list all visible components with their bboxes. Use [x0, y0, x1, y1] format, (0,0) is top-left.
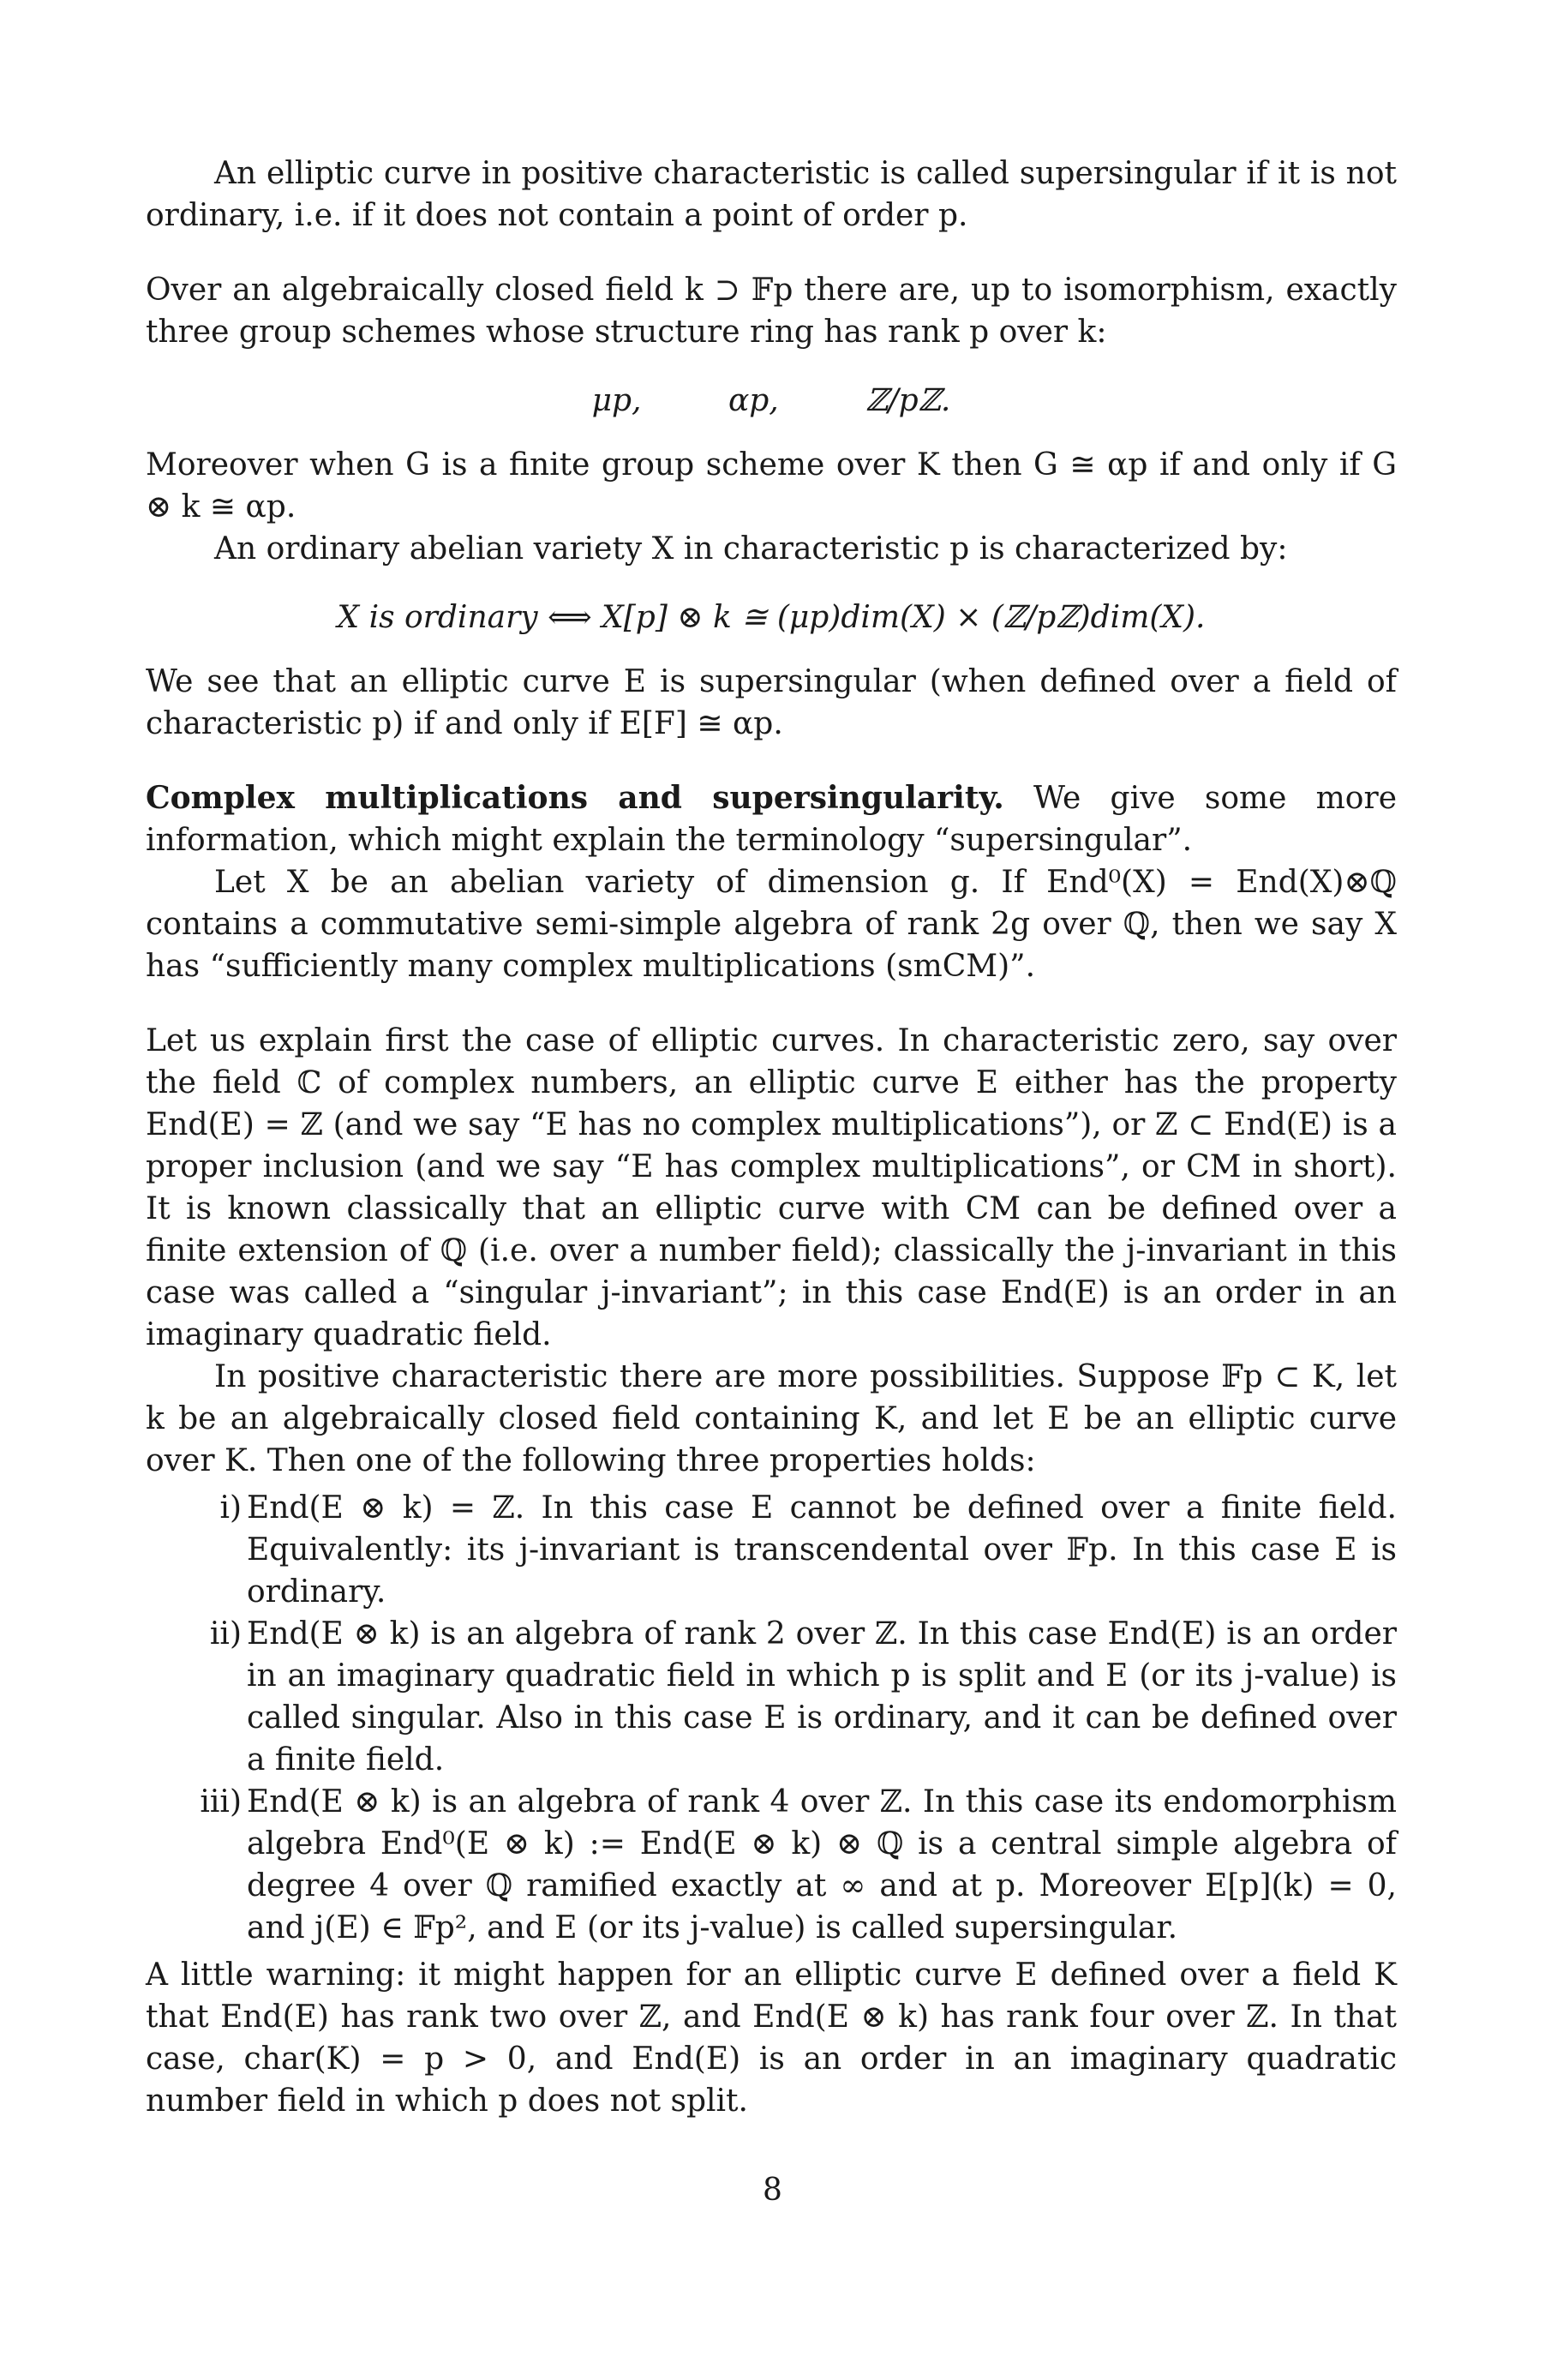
- list-marker: iii): [200, 1784, 242, 1819]
- properties-list: [146, 1487, 1397, 1949]
- page-number: 8: [763, 2173, 782, 2208]
- list-item: [219, 1487, 1397, 1613]
- list-item: [200, 1781, 1397, 1949]
- paragraph-elliptic-supersingular: We see that an elliptic curve E is supersingular (when defined over a field of characteristic p) if and only if E[F] ≅ αp.: [146, 664, 1397, 741]
- section-heading: Complex multiplications and supersingularity.: [146, 780, 1004, 816]
- paragraph-group-schemes: Over an algebraically closed field k ⊃ 𝔽p there are, up to isomorphism, exactly three group schemes whose structure ring has rank p over k:: [146, 273, 1397, 350]
- list-item: [209, 1613, 1397, 1781]
- display-group-schemes: [146, 377, 1397, 425]
- list-item-text: End(E ⊗ k) is an algebra of rank 2 over ℤ. In this case End(E) is an order in an imaginary quadratic field in which p is split and E (or its j-value) is called singular. Also in this case E is ordinary, and it can be defined over a finite field.: [247, 1616, 1397, 1778]
- list-marker: ii): [209, 1616, 242, 1652]
- z-mod-pz: ℤ/pℤ.: [865, 383, 951, 418]
- paragraph-supersingular-definition: An elliptic curve in positive characteristic is called supersingular if it is not ordinary, i.e. if it does not contain a point of order p.: [146, 156, 1397, 233]
- paragraph-positive-char: In positive characteristic there are more possibilities. Suppose 𝔽p ⊂ K, let k be an algebraically closed field containing K, and let E be an elliptic curve over K. Then one of the following three properties holds:: [146, 1359, 1397, 1478]
- page-body: [146, 153, 1397, 2122]
- paragraph-elliptic-cm: Let us explain first the case of elliptic curves. In characteristic zero, say over the field ℂ of complex numbers, an elliptic curve E either has the property End(E) = ℤ (and we say “E has no complex multiplications”), or ℤ ⊂ End(E) is a proper inclusion (and we say “E has complex multiplications”, or CM in short). It is known classically that an elliptic curve with CM can be defined over a finite extension of ℚ (i.e. over a number field); classically the j-invariant in this case was called a “singular j-invariant”; in this case End(E) is an order in an imaginary quadratic field.: [146, 1023, 1397, 1352]
- paragraph-moreover: Moreover when G is a finite group scheme over K then G ≅ αp if and only if G ⊗ k ≅ αp.: [146, 447, 1397, 525]
- paragraph-cm-heading: [146, 777, 1397, 861]
- paragraph-warning: A little warning: it might happen for an elliptic curve E defined over a field K that End(E) has rank two over ℤ, and End(E ⊗ k) has rank four over ℤ. In that case, char(K) = p > 0, and End(E) is an order in an imaginary quadratic number field in which p does not split.: [146, 1957, 1397, 2119]
- paragraph-smcm: Let X be an abelian variety of dimension g. If End⁰(X) = End(X)⊗ℚ contains a commutative semi-simple algebra of rank 2g over ℚ, then we say X has “sufficiently many complex multiplications (smCM)”.: [146, 865, 1397, 984]
- list-marker: i): [219, 1490, 242, 1526]
- mu-p: μp,: [591, 383, 642, 418]
- list-item-text: End(E ⊗ k) = ℤ. In this case E cannot be defined over a finite field. Equivalently: its j-invariant is transcendental over 𝔽p. In this case E is ordinary.: [247, 1490, 1397, 1610]
- paragraph-ordinary-abelian: An ordinary abelian variety X in characteristic p is characterized by:: [214, 531, 1288, 567]
- alpha-p: αp,: [728, 383, 779, 418]
- section-intro: We give some more information, which might explain the terminology “supersingular”.: [146, 781, 1397, 858]
- list-item-text: End(E ⊗ k) is an algebra of rank 4 over ℤ. In this case its endomorphism algebra End⁰(E ⊗ k) := End(E ⊗ k) ⊗ ℚ is a central simple algebra of degree 4 over ℚ ramified exactly at ∞ and at p. Moreover E[p](k) = 0, and j(E) ∈ 𝔽p², and E (or its j-value) is called supersingular.: [247, 1784, 1397, 1945]
- display-ordinary-criterion: X is ordinary ⟺ X[p] ⊗ k ≅ (μp)dim(X) × (ℤ/pℤ)dim(X).: [337, 600, 1206, 635]
